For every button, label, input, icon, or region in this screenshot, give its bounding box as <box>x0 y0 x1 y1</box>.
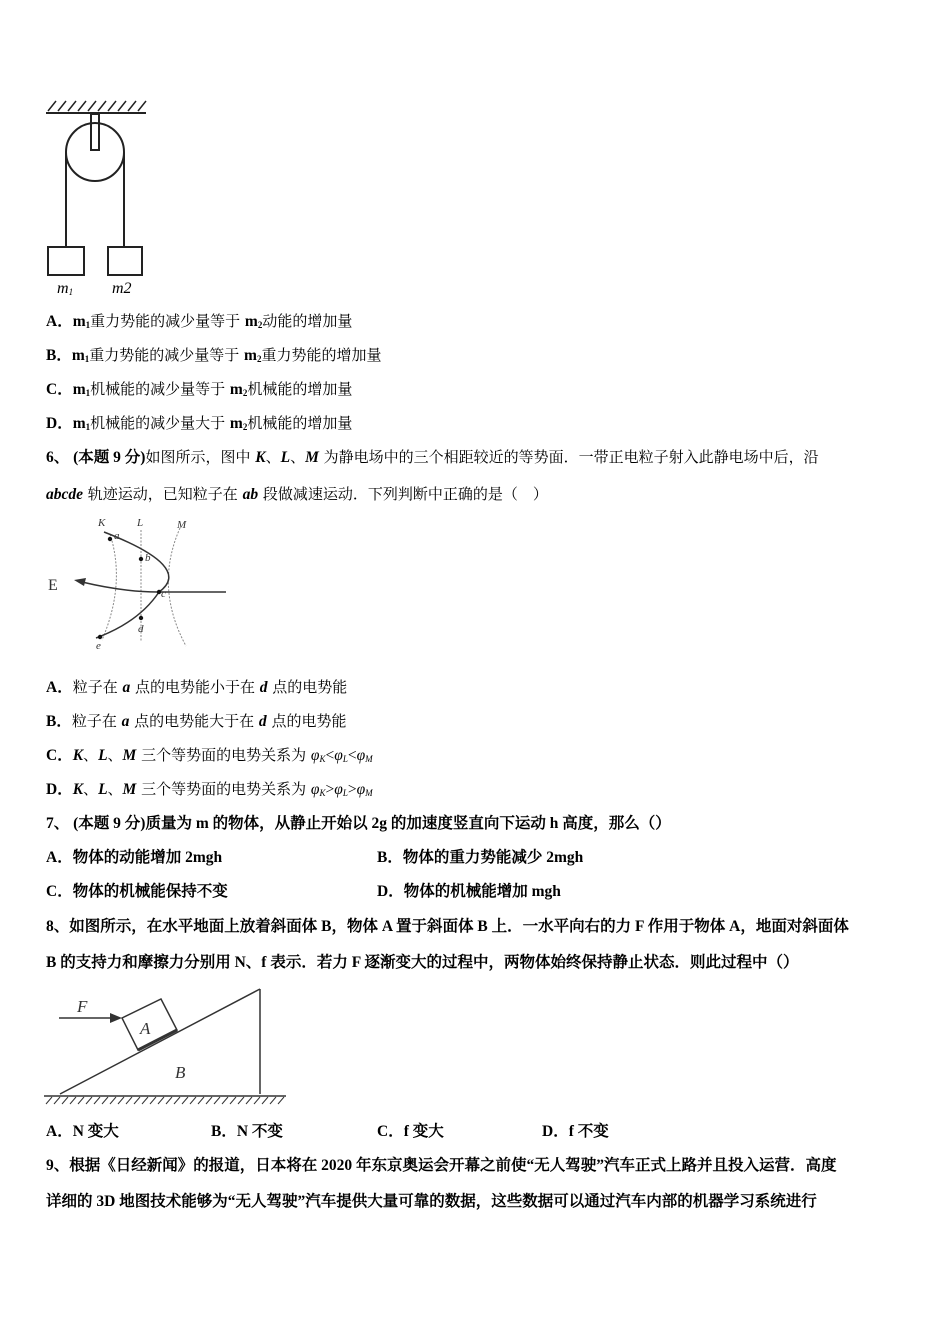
q5-option-b[interactable]: B．$m_1$重力势能的减少量等于 $m_2$重力势能的增加量 <box>46 346 382 364</box>
svg-text:E: E <box>48 577 58 594</box>
svg-text:B: B <box>175 1063 186 1082</box>
svg-text:F: F <box>77 997 88 1016</box>
q7-option-c[interactable]: C．物体的机械能保持不变 <box>46 883 228 900</box>
label-m2: m2 <box>112 280 132 295</box>
pulley-figure <box>40 95 160 295</box>
q5-option-c[interactable]: C．$m_1$机械能的减少量等于 $m_2$机械能的增加量 <box>46 380 353 398</box>
q8-option-b[interactable]: B．N 不变 <box>211 1123 283 1140</box>
q6-stem-line1: 6、 (本题 9 分)如图所示，图中 K、L、M 为静电场中的三个相距较近的等势面．一带正电粒子射入此静电场中后，沿 <box>46 448 819 466</box>
incline-figure <box>44 984 289 1106</box>
q7-option-b[interactable]: B．物体的重力势能减少 2mgh <box>377 849 584 866</box>
equipotential-figure <box>44 512 234 652</box>
q6-option-c[interactable]: C．K、L、M 三个等势面的电势关系为 $\varphi_K<\varphi_L<\varphi_M$ <box>46 746 373 764</box>
q7-stem: 7、 (本题 9 分)质量为 m 的物体，从静止开始以 2g 的加速度竖直向下运动 h 高度，那么（） <box>46 815 671 832</box>
q8-stem-line2: B 的支持力和摩擦力分别用 N、f 表示．若力 F 逐渐变大的过程中，两物体始终保持静止状态．则此过程中（） <box>46 954 799 971</box>
q8-option-a[interactable]: A．N 变大 <box>46 1123 119 1140</box>
svg-text:d: d <box>138 623 144 635</box>
q9-stem-line1: 9、根据《日经新闻》的报道，日本将在 2020 年东京奥运会开幕之前使“无人驾驶”汽车正式上路并且投入运营．高度 <box>46 1157 837 1174</box>
svg-text:A: A <box>140 1019 151 1038</box>
q6-option-b[interactable]: B．粒子在 a 点的电势能大于在 d 点的电势能 <box>46 712 347 730</box>
q8-stem-line1: 8、如图所示，在水平地面上放着斜面体 B，物体 A 置于斜面体 B 上．一水平向右的力 F 作用于物体 A，地面对斜面体 <box>46 918 849 935</box>
q7-option-a[interactable]: A．物体的动能增加 2mgh <box>46 849 223 866</box>
q6-stem-line2: abcde 轨迹运动，已知粒子在 ab 段做减速运动．下列判断中正确的是（ ） <box>46 485 548 503</box>
q8-option-d[interactable]: D．f 不变 <box>542 1123 609 1140</box>
q6-option-d[interactable]: D．K、L、M 三个等势面的电势关系为 $\varphi_K>\varphi_L>\varphi_M$ <box>46 780 373 798</box>
svg-text:c: c <box>161 588 166 600</box>
q8-option-c[interactable]: C．f 变大 <box>377 1123 444 1140</box>
q7-option-d[interactable]: D．物体的机械能增加 mgh <box>377 883 561 900</box>
svg-text:a: a <box>114 530 120 542</box>
q6-option-a[interactable]: A．粒子在 a 点的电势能小于在 d 点的电势能 <box>46 678 348 696</box>
svg-text:L: L <box>137 517 144 529</box>
label-m1: m1 <box>57 280 74 295</box>
svg-text:M: M <box>177 519 187 531</box>
svg-text:e: e <box>96 640 101 652</box>
svg-text:b: b <box>145 552 151 564</box>
q9-stem-line2: 详细的 3D 地图技术能够为“无人驾驶”汽车提供大量可靠的数据，这些数据可以通过汽车内部的机器学习系统进行 <box>46 1193 817 1210</box>
q5-option-a[interactable]: A．$m_1$重力势能的减少量等于 $m_2$动能的增加量 <box>46 312 353 330</box>
svg-text:K: K <box>98 517 106 529</box>
q5-option-d[interactable]: D．$m_1$机械能的减少量大于 $m_2$机械能的增加量 <box>46 414 353 432</box>
